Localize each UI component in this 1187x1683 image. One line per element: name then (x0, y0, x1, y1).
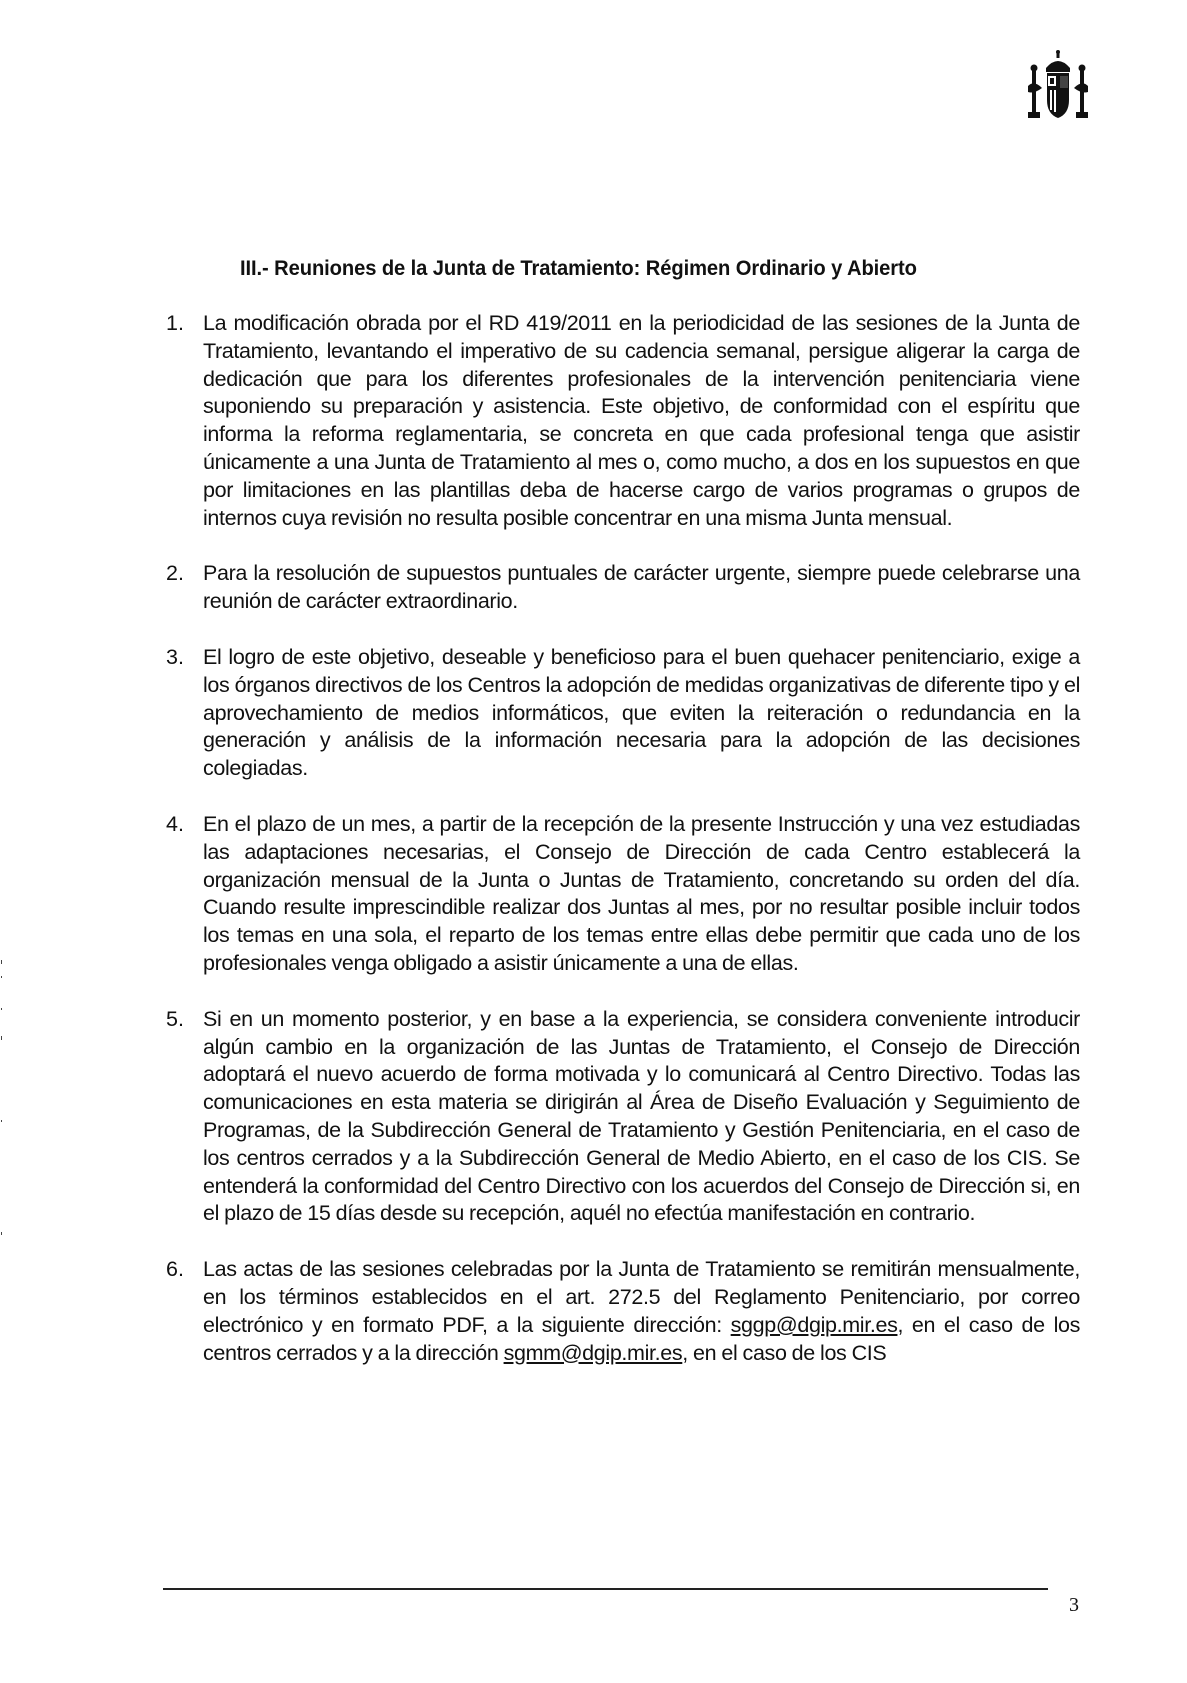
list-item (166, 560, 1080, 616)
item-text: Si en un momento posterior, y en base a la experiencia, se considera conveniente introducir algún cambio en la organización de las Juntas de Tratamiento, el Consejo de Dirección adoptará el nuevo acuerdo de forma motivada y lo comunicará al Centro Directivo. Todas las comunicaciones en esta materia se dirigirán al Área de Diseño Evaluación y Seguimiento de Programas, de la Subdirección General de Tratamiento y Gestión Penitenciaria, en el caso de los centros cerrados y a la Subdirección General de Medio Abierto, en el caso de los CIS. Se entenderá la conformidad del Centro Directivo con los acuerdos del Consejo de Dirección si, en el plazo de 15 días desde su recepción, aquél no efectúa manifestación en contrario. (203, 1006, 1080, 1226)
item-text-part: Las actas de las sesiones celebradas por la Junta de Tratamiento se remitirán mensualmente, en los términos establecidos en el art. 272.5 del Reglamento Penitenciario, por correo electrónico y en formato PDF, a la siguiente dirección: (203, 1257, 1080, 1337)
spain-coat-of-arms-icon (1018, 48, 1098, 128)
item-number: 1. (166, 311, 184, 335)
footer-divider (163, 1588, 1048, 1590)
list-item (166, 1256, 1080, 1367)
item-number: 6. (166, 1257, 184, 1282)
item-text: El logro de este objetivo, deseable y beneficioso para el buen quehacer penitenciario, exige a los órganos directivos de los Centros la adopción de medidas organizativas de diferente tipo y el aprovechamiento de medios informáticos, que eviten la reiteración o redundancia en la generación y análisis de la información necesaria para la adopción de las decisiones colegiadas. (203, 644, 1080, 781)
item-text: La modificación obrada por el RD 419/2011 en la periodicidad de las sesiones de la Junta de Tratamiento, levantando el imperativo de su cadencia semanal, persigue aligerar la carga de dedicación que para los diferentes profesionales de la intervención penitenciaria viene suponiendo su preparación y asistencia. Este objetivo, de conformidad con el espíritu que informa la reforma reglamentaria, se concreta en que cada profesional tenga que asistir únicamente a una Junta de Tratamiento al mes o, como mucho, a dos en los supuestos en que por limitaciones en las plantillas deba de hacerse cargo de varios programas o grupos de internos cuya revisión no resulta posible concentrar en una misma Junta mensual. (203, 311, 1080, 530)
section-title: III.- Reuniones de la Junta de Tratamiento: Régimen Ordinario y Abierto (240, 257, 917, 280)
item-number: 4. (166, 811, 184, 836)
item-text (203, 1256, 1080, 1367)
email-link-sggp[interactable]: sggp@dgip.mir.es (730, 1312, 898, 1337)
email-link-sgmm[interactable]: sgmm@dgip.mir.es (503, 1340, 683, 1365)
list-item (166, 811, 1080, 978)
item-number: 3. (166, 644, 184, 669)
item-text: En el plazo de un mes, a partir de la recepción de la presente Instrucción y una vez estudiadas las adaptaciones necesarias, el Consejo de Dirección de cada Centro establecerá la organización mensual de la Junta o Juntas de Tratamiento, concretando su orden del día. Cuando resulte imprescindible realizar dos Juntas al mes, por no resultar posible incluir todos los temas en una sola, el reparto de los temas entre ellas debe permitir que cada uno de los profesionales venga obligado a asistir únicamente a una de ellas. (203, 811, 1080, 975)
scan-margin-marks (0, 960, 6, 1260)
list-item (166, 1006, 1080, 1228)
item-text-part: , en el caso de los centros cerrados y a la dirección (203, 1312, 1081, 1365)
item-text: Para la resolución de supuestos puntuales de carácter urgente, siempre puede celebrarse una reunión de carácter extraordinario. (203, 561, 1080, 614)
item-text-part: , en el caso de los CIS (682, 1340, 887, 1365)
list-item (166, 310, 1080, 532)
item-number: 5. (166, 1006, 184, 1031)
page-number: 3 (1069, 1594, 1079, 1616)
numbered-list (166, 310, 1080, 1367)
list-item (166, 644, 1080, 783)
item-number: 2. (166, 561, 184, 586)
